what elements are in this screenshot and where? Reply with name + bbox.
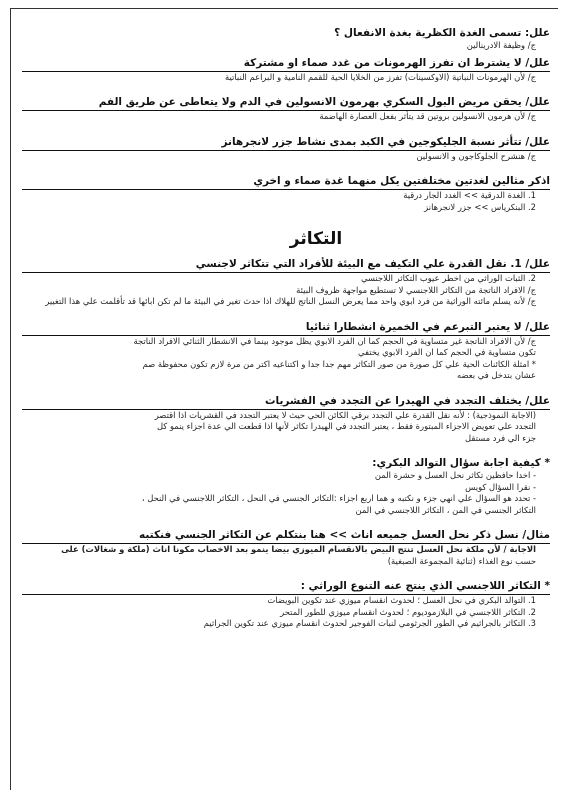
answer-line: حسب نوع الغذاء (ثنائية المجموعة الصبغية) bbox=[387, 555, 536, 566]
answer-line: - اخدا حافظين تكاثر نحل العسل و حشرة المن bbox=[374, 470, 536, 480]
note-heading: * كيفية اجابة سؤال التوالد البكري: bbox=[372, 457, 550, 469]
chapter-title: التكاثر bbox=[289, 229, 343, 249]
example-heading: مثال/ نسل ذكر نحل العسل جميعه اناث >> هنا بنتكلم عن التكاثر الجنسي فنكتبه bbox=[22, 528, 550, 544]
question-heading: اذكر مثالين لغدتين مختلفتين يكل منهما غدة صماء و اخري bbox=[22, 174, 550, 190]
answer-line: جزء الي فرد مستقل bbox=[465, 432, 536, 443]
question-heading: علل: تسمى الغدة الكظرية بغدة الانفعال ؟ bbox=[334, 27, 550, 39]
answer-line: ج/ لأن الافراد الناتجة غير متساوية في الحجم كما ان الفرد الابوي يظل موجود بينما في الانشطار الثنائي الافراد الناتجة bbox=[133, 335, 536, 346]
answer-line: ج/ لأن الهرمونات النباتية (الاوكسينات) تفرز من الخلايا الحية للقمم النامية و البراعم النباتية bbox=[225, 71, 536, 82]
question-heading: علل/ 1. نقل القدرة علي التكيف مع البيئة للأفراد التي تتكاثر لاجنسي bbox=[22, 257, 550, 273]
answer-line: الاجابة / لأن ملكة نحل العسل تنتج البيض بالانقسام الميوزي بيضا ينمو بعد الاخصاب مكونا اناث (ملكة و شغالات) على bbox=[61, 544, 536, 554]
answer-line: ج/ لأنه يسلم مائته الوراثية من فرد ابوي واحد مما يعرض النسل الناتج للهلاك اذا حدث تغير في البيئة ما لم تكن ابائها قد تأقلمت علي هذا التغيير bbox=[45, 296, 536, 306]
answer-line: ج/ لأن هرمون الانسولين بروتين قد يتأثر بفعل العصارة الهاضمة bbox=[319, 111, 536, 121]
question-heading: علل/ لا يشترط ان تفرز الهرمونات من غدد صماء او مشتركة bbox=[22, 56, 550, 72]
answer-line: * امثلة الكائنات الحية علي كل صورة من صور التكاثر مهم جدا جدا و اكتناعيه اكتر من مرة لازم تكون محفوظة صم bbox=[142, 358, 536, 369]
page-border-left bbox=[10, 8, 11, 790]
answer-line: 1. التوالد البكري في نحل العسل ؛ لحدوث انقسام ميوزي عند تكوين البويضات bbox=[267, 595, 536, 605]
note-heading: * التكاثر اللاجنسي الذي ينتج عنه التنوع الوراثي : bbox=[22, 579, 550, 595]
answer-line: (الاجابة النموذجية) : لأنه نقل القدرة علي التجدد برقي الكائن الحي حيث لا يعتبر التجدد في القشريات اذا اقتصر bbox=[154, 409, 536, 420]
answer-line: التجدد علي تعويض الاجزاء المبتورة فقط ، يعتبر التجدد في الهيدرا تكاثر لأنها اذا قطعت الي عدة اجزاء ينمو كل bbox=[156, 421, 536, 431]
answer-line: 2. البنكرياس >> جزر لانجرهانز bbox=[424, 201, 536, 212]
question-heading: علل/ يحقن مريض البول السكري بهرمون الانسولين في الدم ولا يتعاطى عن طريق الفم bbox=[22, 95, 550, 111]
document-content bbox=[22, 26, 550, 630]
answer-line: ج/ هنشرح الجلوكاجون و الانسولين bbox=[416, 150, 536, 161]
answer-line: - تحدد هو السؤال علي انهي جزء و نكتبه و هما اربع اجزاء :التكاثر الجنسي في النحل ، التكاثر اللاجنسي في النحل ، bbox=[141, 493, 536, 503]
answer-line: 1. الغدة الدرقية >> الغدد الجار درقية bbox=[403, 190, 536, 200]
question-heading: علل/ لا يعتبر التبرعم في الخميرة انشطارا ثنائيا bbox=[22, 320, 550, 336]
answer-line: تكون متساوية في الحجم كما ان الفرد الابوي يختفي bbox=[357, 347, 536, 357]
answer-line: التكاثر الجنسي في المن ، التكاثر اللاجنسي في المن bbox=[355, 504, 536, 515]
answer-line: 2. الثبات الوراثي من اخطر عيوب التكاثر اللاجنسي bbox=[360, 273, 536, 283]
answer-line: 2. التكاثر اللاجنسي في البلازموديوم ؛ لحدوث انقسام ميوزي للطور المتحر bbox=[280, 606, 536, 617]
question-heading: علل/ تتأثر نسبة الجليكوجين في الكبد بمدى نشاط جزر لانجرهانز bbox=[22, 135, 550, 151]
page-border-top bbox=[10, 8, 558, 9]
question-heading: علل/ يختلف التجدد في الهيدرا عن التجدد في الفشريات bbox=[22, 394, 550, 410]
answer-line: - نقرا السؤال كويس bbox=[465, 481, 536, 492]
answer-line: ج/ وظيفة الادرينالين bbox=[466, 40, 536, 50]
answer-line: ج/ الافراد الناتجة من التكاثر اللاجنسي لا تستطيع مواجهة ظروف البيئة bbox=[296, 284, 536, 295]
answer-line: 3. التكاثر بالجراثيم في الطور الجرثومي لنبات الفوجير لحدوث انقسام ميوزي عند تكوين الجراثيم bbox=[203, 618, 536, 628]
answer-line: عشان بتدخل في بعضه bbox=[456, 370, 536, 380]
